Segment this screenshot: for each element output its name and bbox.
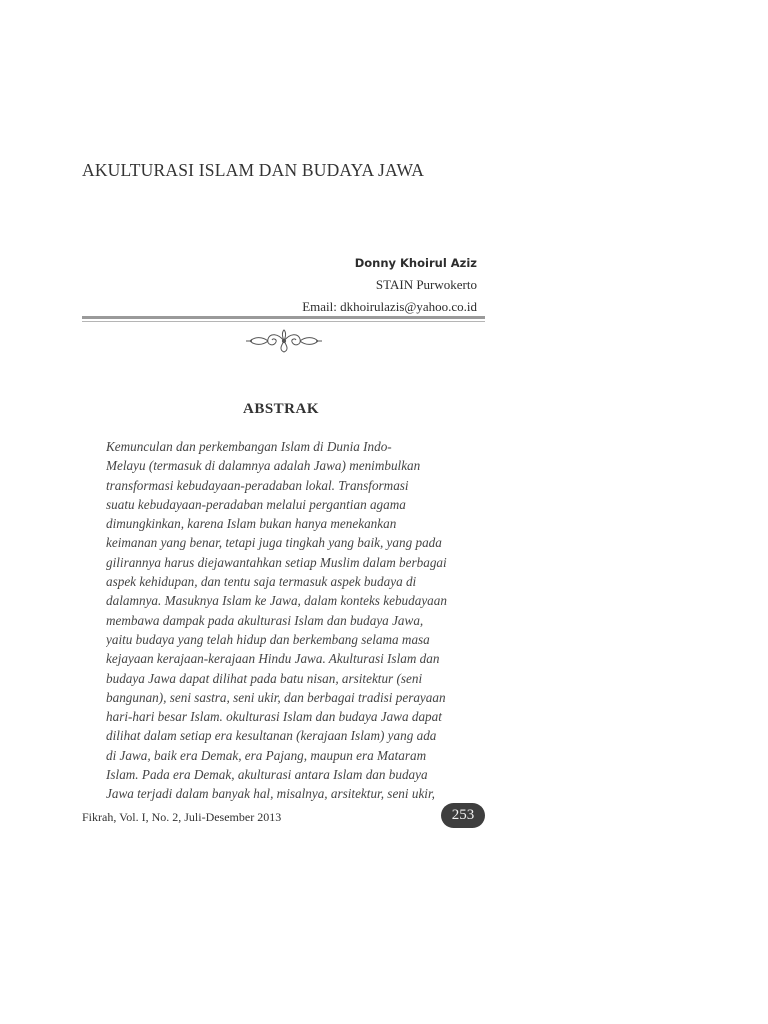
abstract-line: budaya Jawa dapat dilihat pada batu nisan, arsitektur (seni [106,670,423,686]
article-title: AKULTURASI ISLAM DAN BUDAYA JAWA [82,160,425,180]
journal-citation: Fikrah, Vol. I, No. 2, Juli-Desember 2013 [82,810,282,824]
floral-flourish-icon [244,326,324,356]
abstract-line: suatu kebudayaan-peradaban melalui pergantian agama [106,496,406,512]
abstract-line: dilihat dalam setiap era kesultanan (kerajaan Islam) yang ada [106,728,437,744]
abstract-line: transformasi kebudayaan-peradaban lokal. Transformasi [106,477,409,493]
abstract-line: Melayu (termasuk di dalamnya adalah Jawa) menimbulkan [106,458,421,474]
abstract-line: Jawa terjadi dalam banyak hal, misalnya, arsitektur, seni ukir, [106,786,435,802]
abstract-line: gilirannya harus diejawantahkan setiap Muslim dalam berbagai [106,554,447,570]
abstract-line: kejayaan kerajaan-kerajaan Hindu Jawa. Akulturasi Islam dan [106,651,440,667]
abstract-line: membawa dampak pada akulturasi Islam dan budaya Jawa, [106,612,424,628]
abstract-line: keimanan yang benar, tetapi juga tingkah yang baik, yang pada [106,535,442,551]
author-email: Email: dkhoirulazis@yahoo.co.id [302,299,477,314]
abstract-line: dimungkinkan, karena Islam bukan hanya menekankan [106,516,397,532]
abstract-line: hari-hari besar Islam. okulturasi Islam dan budaya Jawa dapat [106,709,442,725]
author-affiliation: STAIN Purwokerto [375,277,477,292]
abstract-line: Islam. Pada era Demak, akulturasi antara Islam dan budaya [106,767,428,783]
author-block [302,252,477,318]
abstract-line: Kemunculan dan perkembangan Islam di Dunia Indo- [106,439,392,454]
abstract-line: aspek kehidupan, dan tentu saja termasuk aspek budaya di [106,574,417,590]
author-name: Donny Khoirul Aziz [354,256,477,270]
abstract-heading: ABSTRAK [242,401,320,417]
abstract-line: yaitu budaya yang telah hidup dan berkembang selama masa [106,631,430,647]
abstract-line: di Jawa, baik era Demak, era Pajang, maupun era Mataram [106,747,427,763]
header-rule-thick [82,316,485,319]
header-rule-thin [82,321,485,322]
abstract-line: dalamnya. Masuknya Islam ke Jawa, dalam konteks kebudayaan [106,593,447,609]
abstract-line: bangunan), seni sastra, seni ukir, dan berbagai tradisi perayaan [106,689,446,705]
abstract-body [106,437,455,804]
page-number-badge: 253 [441,803,485,828]
